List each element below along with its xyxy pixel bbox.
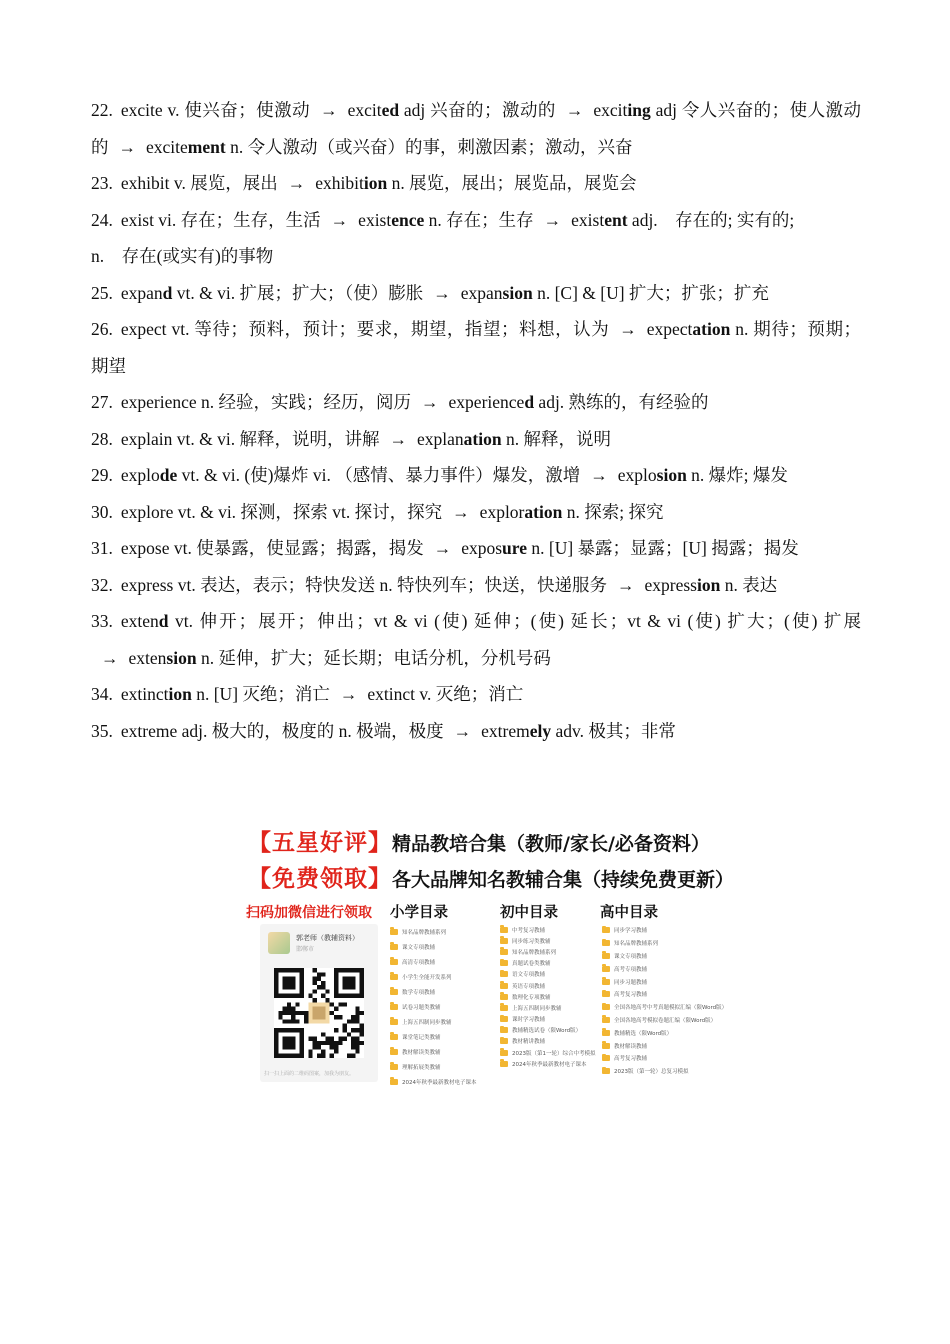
folder-icon	[390, 1064, 398, 1070]
folder-label: 知名品牌教辅系列	[512, 949, 557, 956]
folder-label: 高考复习教辅	[614, 992, 648, 999]
arrow-icon: →	[287, 173, 306, 193]
qr-caption: 扫一扫上面的二维码图案，加我为朋友。	[264, 1071, 355, 1077]
folder-item	[390, 1074, 494, 1089]
folder-label: 真题试卷类教辅	[512, 961, 551, 968]
folder-label: 高考复习教辅	[614, 1056, 648, 1063]
arrow-icon: →	[616, 574, 635, 595]
arrow-icon: →	[330, 209, 349, 230]
entry-text: adj 令人兴奋的；使人激动的	[91, 100, 861, 157]
entry-number: 26.	[91, 319, 113, 339]
folder-icon	[500, 1050, 508, 1056]
suffix-bold: ence	[391, 209, 425, 230]
entry-text: extinct	[120, 684, 169, 704]
vocab-entry	[91, 421, 861, 458]
folder-item	[390, 954, 494, 969]
suffix-bold: ation	[692, 319, 731, 339]
folder-item	[500, 969, 604, 980]
entry-number: 35.	[91, 720, 113, 741]
folder-icon	[500, 927, 508, 933]
entry-text: excit	[593, 100, 628, 120]
folder-item	[500, 1002, 604, 1013]
folder-icon	[390, 1079, 398, 1085]
vocab-entry	[91, 457, 861, 494]
suffix-bold: d	[524, 392, 535, 412]
suffix-bold: ely	[529, 720, 552, 741]
folder-icon	[390, 929, 398, 935]
folder-item	[500, 1025, 604, 1036]
entry-text: n. [C] & [U] 扩大；扩张；扩充	[532, 282, 769, 303]
folder-item	[390, 1029, 494, 1044]
entry-text: express	[644, 574, 697, 595]
arrow-icon: →	[320, 100, 338, 120]
folder-icon	[500, 994, 508, 1000]
entry-text: expect vt. 等待；预料，预计；要求，期望，指望；料想，认为	[120, 319, 610, 339]
vocab-entry	[91, 603, 861, 676]
entry-text: n. 存在；生存	[424, 209, 534, 230]
folder-label: 理解拓展类教辅	[402, 1064, 441, 1071]
folder-label: 2023版（第一轮）总复习模拟	[614, 1069, 689, 1076]
entry-text: explor	[479, 501, 525, 522]
high-folder-list	[602, 924, 728, 1078]
folder-label: 高清专项教辅	[402, 959, 436, 966]
folder-icon	[500, 1027, 508, 1033]
folder-icon	[390, 989, 398, 995]
arrow-icon: →	[619, 319, 637, 339]
entry-text: excit	[347, 100, 382, 120]
folder-item	[602, 962, 706, 975]
vocab-entry	[91, 713, 861, 750]
folder-item	[500, 1014, 604, 1025]
folder-icon	[390, 1034, 398, 1040]
folder-label: 教材精讲教辅	[512, 1039, 546, 1046]
entry-number: 28.	[91, 428, 113, 449]
arrow-icon: →	[590, 465, 608, 485]
entry-text: exten	[120, 611, 159, 631]
folder-icon	[390, 1004, 398, 1010]
entry-text: expan	[460, 282, 503, 303]
folder-label: 教辅精选试卷（限Word版）	[512, 1028, 582, 1035]
folder-item	[390, 969, 494, 984]
suffix-bold: d	[162, 282, 173, 303]
folder-item	[390, 1014, 494, 1029]
folder-label: 中考复习教辅	[512, 927, 546, 934]
folder-label: 数理化专项教辅	[512, 994, 551, 1001]
entry-text: explan	[416, 428, 464, 449]
arrow-icon: →	[118, 136, 136, 157]
entry-text: n. 延伸，扩大；延长期；电话分机，分机号码	[196, 647, 551, 668]
suffix-bold: ment	[187, 136, 226, 157]
suffix-bold: ion	[696, 574, 721, 595]
entry-text: expan	[120, 282, 163, 303]
suffix-bold: d	[158, 611, 169, 631]
folder-item	[500, 924, 604, 935]
entry-text: adj 兴奋的；激动的	[399, 100, 556, 120]
folder-label: 教材解读类教辅	[402, 1049, 441, 1056]
entry-number: 31.	[91, 538, 113, 558]
folder-icon	[602, 1055, 610, 1061]
vocab-entry	[91, 275, 861, 312]
entry-text: explo	[120, 465, 160, 485]
vocabulary-list	[91, 92, 861, 749]
suffix-bold: ing	[627, 100, 651, 120]
folder-item	[602, 1039, 706, 1052]
folder-item	[602, 924, 706, 937]
folder-icon	[500, 1038, 508, 1044]
folder-label: 高考专项教辅	[614, 966, 648, 973]
vocab-entry	[91, 92, 861, 165]
folder-icon	[500, 1016, 508, 1022]
folder-icon	[500, 960, 508, 966]
folder-item	[390, 1059, 494, 1074]
folder-label: 教材解读教辅	[614, 1043, 648, 1050]
folder-label: 全国各地高考中考真题模拟汇编（限Word版）	[614, 1005, 728, 1012]
folder-icon	[500, 938, 508, 944]
entry-text: n. [U] 暴露；显露；[U] 揭露；揭发	[527, 538, 799, 558]
suffix-bold: ion	[168, 684, 192, 704]
entry-text: explo	[617, 465, 657, 485]
entry-continuation: n. 存在(或实有)的事物	[91, 246, 274, 266]
vocab-entry	[91, 494, 861, 531]
suffix-bold: ation	[463, 428, 502, 449]
folder-item	[602, 1065, 706, 1078]
folder-label: 英语专项教辅	[512, 983, 546, 990]
middle-folder-list	[500, 924, 604, 1069]
folder-icon	[602, 1017, 610, 1023]
folder-item	[602, 1052, 706, 1065]
folder-label: 小学生全能开发系列	[402, 974, 452, 981]
arrow-icon: →	[339, 684, 358, 704]
arrow-icon: →	[565, 100, 584, 120]
folder-label: 课时学习教辅	[512, 1017, 546, 1024]
folder-icon	[390, 1019, 398, 1025]
entry-text: exist vi. 存在；生存，生活	[120, 209, 321, 230]
entry-number: 34.	[91, 684, 113, 704]
folder-icon	[602, 1004, 610, 1010]
wechat-contact-card	[260, 924, 378, 1082]
folder-label: 同步学习教辅	[614, 928, 648, 935]
folder-icon	[390, 959, 398, 965]
entry-number: 24.	[91, 209, 113, 230]
entry-text: experience	[448, 392, 525, 412]
folder-icon	[602, 927, 610, 933]
folder-item	[390, 984, 494, 999]
folder-label: 语文专项教辅	[512, 972, 546, 979]
suffix-bold: ure	[502, 538, 527, 558]
arrow-icon: →	[452, 501, 470, 522]
entry-number: 27.	[91, 392, 113, 412]
folder-icon	[390, 944, 398, 950]
entry-text: vt. 伸开；展开；伸出；vt & vi (使) 延伸；(使) 延长；vt & vi (使) 扩大；(使) 扩展	[168, 611, 861, 631]
vocab-entry	[91, 676, 861, 713]
folder-item	[602, 988, 706, 1001]
entry-text: n. 展览，展出；展览品，展览会	[387, 173, 637, 193]
arrow-icon: →	[433, 538, 452, 558]
entry-number: 32.	[91, 574, 113, 595]
entry-text: adv. 极其；非常	[551, 720, 676, 741]
folder-icon	[602, 979, 610, 985]
folder-icon	[602, 1068, 610, 1074]
folder-item	[390, 1044, 494, 1059]
folder-item	[500, 980, 604, 991]
vocab-entry	[91, 530, 861, 567]
entry-text: explain vt. & vi. 解释，说明，讲解	[120, 428, 380, 449]
suffix-bold: ion	[363, 173, 388, 193]
entry-text: exist	[571, 209, 605, 230]
suffix-bold: ation	[524, 501, 563, 522]
folder-item	[602, 937, 706, 950]
qr-code-icon	[274, 968, 364, 1058]
vocab-entry	[91, 202, 861, 239]
avatar	[268, 932, 290, 954]
suffix-bold: ed	[381, 100, 400, 120]
entry-text: vt. & vi. (使)爆炸 vi. （感情、暴力事件）爆发，激增	[177, 465, 581, 485]
entry-text: adj. 存在的; 实有的;	[627, 209, 795, 230]
entry-number: 22.	[91, 100, 113, 120]
entry-text: expos	[461, 538, 503, 558]
entry-text: exhibit	[315, 173, 364, 193]
entry-number: 23.	[91, 173, 113, 193]
entry-text: extinct v. 灭绝；消亡	[367, 684, 524, 704]
arrow-icon: →	[453, 720, 472, 741]
folder-icon	[500, 1061, 508, 1067]
folder-label: 2023版（第1一轮）综合中考模拟	[512, 1050, 596, 1057]
entry-text: n. [U] 灭绝；消亡	[191, 684, 330, 704]
entry-text: excite v. 使兴奋；使激动	[120, 100, 311, 120]
entry-text: expect	[646, 319, 693, 339]
entry-number: 25.	[91, 282, 113, 303]
folder-icon	[500, 949, 508, 955]
folder-item	[390, 939, 494, 954]
entry-text: explore vt. & vi. 探测，探索 vt. 探讨，探究	[120, 501, 443, 522]
entry-text: exist	[358, 209, 392, 230]
arrow-icon: →	[389, 428, 407, 449]
contact-location: 邯郸市	[296, 946, 315, 953]
folder-icon	[390, 1049, 398, 1055]
folder-item	[500, 958, 604, 969]
vocab-entry	[91, 384, 861, 421]
folder-label: 上海五四制同步教辅	[402, 1019, 452, 1026]
entry-text: exhibit v. 展览，展出	[120, 173, 278, 193]
folder-label: 知名品牌教辅系列	[614, 941, 659, 948]
folder-item	[602, 950, 706, 963]
entry-text: expose vt. 使暴露，使显露；揭露，揭发	[120, 538, 424, 558]
folder-item	[500, 935, 604, 946]
vocab-entry	[91, 567, 861, 604]
folder-item	[500, 946, 604, 957]
primary-catalog-heading: 小学目录	[390, 905, 448, 921]
contact-name: 郭老师（教辅资料）	[296, 934, 359, 942]
entry-text: express vt. 表达，表示；特快发送 n. 特快列车；快送，快递服务	[120, 574, 607, 595]
folder-item	[500, 991, 604, 1002]
promo-headline-2: 【免费领取】各大品牌知名教辅合集（持续免费更新）	[248, 866, 735, 892]
folder-item	[500, 1036, 604, 1047]
folder-item	[390, 924, 494, 939]
folder-item	[602, 1026, 706, 1039]
folder-label: 课文专项教辅	[614, 953, 648, 960]
entry-text: adj. 熟练的，有经验的	[534, 392, 709, 412]
high-catalog-heading: 高中目录	[600, 905, 658, 921]
scan-label: 扫码加微信进行领取	[246, 905, 372, 921]
suffix-bold: sion	[166, 647, 197, 668]
folder-icon	[602, 953, 610, 959]
folder-item	[390, 999, 494, 1014]
promo-banner	[244, 820, 735, 1088]
arrow-icon: →	[433, 282, 451, 303]
arrow-icon: →	[421, 392, 439, 412]
folder-icon	[602, 966, 610, 972]
suffix-bold: sion	[502, 282, 533, 303]
folder-label: 全国各地高考模拟卷题汇编（限Word版）	[614, 1017, 717, 1024]
entry-text: vt. & vi. 扩展；扩大；（使）膨胀	[172, 282, 424, 303]
folder-item	[602, 1014, 717, 1027]
folder-label: 2024年秋季最新教材电子课本	[512, 1061, 587, 1068]
folder-label: 教辅精选（限Word版）	[614, 1030, 673, 1037]
entry-text: n. 令人激动（或兴奋）的事，刺激因素；激动，兴奋	[225, 136, 633, 157]
folder-label: 试卷习题类教辅	[402, 1004, 441, 1011]
folder-label: 知名品牌教辅系列	[402, 929, 447, 936]
entry-text: experience n. 经验，实践；经历，阅历	[120, 392, 412, 412]
folder-label: 上海五四制同步教辅	[512, 1005, 562, 1012]
folder-icon	[500, 1005, 508, 1011]
suffix-bold: de	[159, 465, 178, 485]
primary-folder-list	[390, 924, 494, 1089]
folder-icon	[602, 1043, 610, 1049]
entry-text: exten	[128, 647, 167, 668]
entry-text: n. 爆炸; 爆发	[686, 465, 788, 485]
vocab-entry	[91, 311, 861, 384]
folder-icon	[390, 974, 398, 980]
folder-label: 2024年秋季最新教材电子课本	[402, 1079, 477, 1086]
arrow-icon: →	[543, 209, 562, 230]
folder-icon	[500, 983, 508, 989]
entry-text: extreme adj. 极大的，极度的 n. 极端，极度	[120, 720, 444, 741]
vocab-entry	[91, 165, 861, 202]
folder-item	[602, 1001, 728, 1014]
folder-label: 课文专项教辅	[402, 944, 436, 951]
folder-icon	[602, 991, 610, 997]
folder-item	[500, 1058, 604, 1069]
folder-item	[500, 1047, 604, 1058]
folder-item	[602, 975, 706, 988]
folder-label: 数学专项教辅	[402, 989, 436, 996]
folder-icon	[602, 940, 610, 946]
promo-headline-1: 【五星好评】精品教培合集（教师/家长/必备资料）	[248, 830, 710, 856]
entry-text: n. 探索; 探究	[562, 501, 664, 522]
entry-text: n. 期待；预期；期望	[91, 319, 862, 376]
entry-text: n. 表达	[720, 574, 778, 595]
folder-label: 同步练习类教辅	[512, 938, 551, 945]
middle-catalog-heading: 初中目录	[500, 905, 558, 921]
folder-icon	[500, 971, 508, 977]
entry-number: 33.	[91, 611, 113, 631]
folder-label: 课堂笔记类教辅	[402, 1034, 441, 1041]
entry-text: extrem	[481, 720, 530, 741]
entry-text: excite	[146, 136, 188, 157]
arrow-icon: →	[101, 647, 119, 668]
entry-number: 29.	[91, 465, 113, 485]
entry-text: n. 解释，说明	[501, 428, 611, 449]
suffix-bold: sion	[656, 465, 687, 485]
suffix-bold: ent	[604, 209, 628, 230]
entry-number: 30.	[91, 501, 113, 522]
folder-icon	[602, 1030, 610, 1036]
folder-label: 同步习题教辅	[614, 979, 648, 986]
